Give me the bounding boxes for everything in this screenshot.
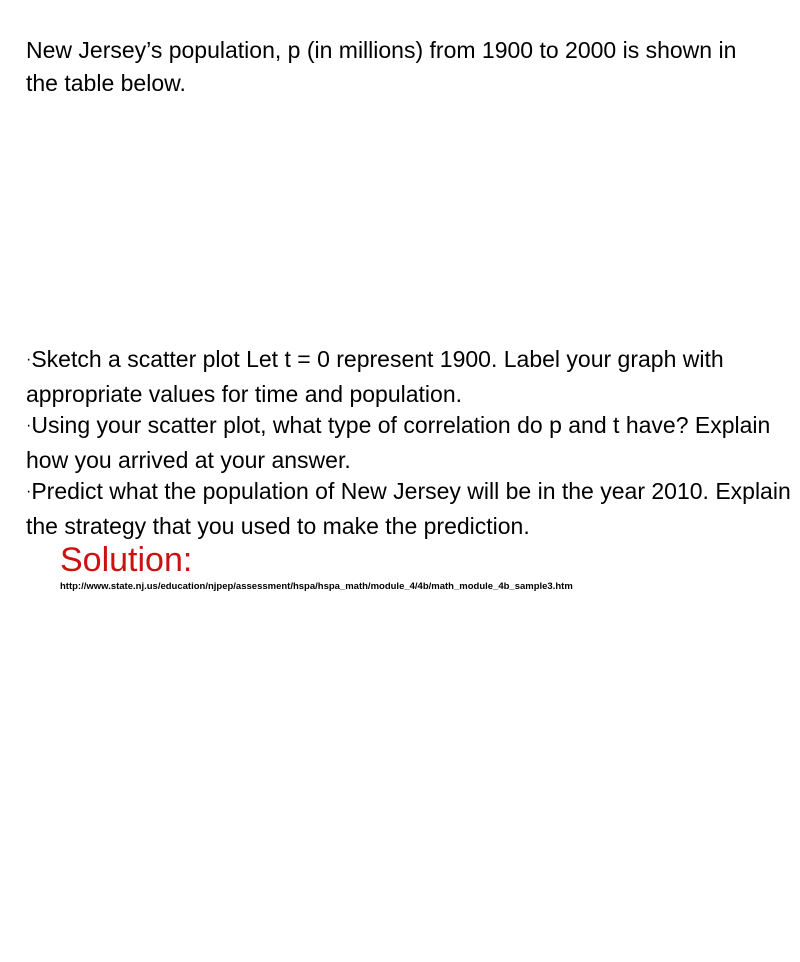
bullet-marker: ·: [26, 417, 32, 434]
question-text: Sketch a scatter plot Let t = 0 represent 1900. Label your graph with appropriate values for time and population.: [26, 346, 724, 407]
solution-heading: Solution:: [60, 541, 193, 579]
solution-source-link[interactable]: http://www.state.nj.us/education/njpep/assessment/hspa/hspa_math/module_4/4b/math_module_4b_sample3.htm: [60, 581, 573, 592]
question-list: [26, 344, 796, 542]
question-item: [26, 410, 796, 476]
bullet-marker: ·: [26, 483, 32, 500]
problem-intro: New Jersey’s population, p (in millions) from 1900 to 2000 is shown in the table below.: [26, 37, 737, 96]
bullet-marker: ·: [26, 351, 32, 368]
question-item: [26, 344, 796, 410]
question-text: Predict what the population of New Jersey will be in the year 2010. Explain the strategy that you used to make the prediction.: [26, 478, 791, 539]
question-text: Using your scatter plot, what type of correlation do p and t have? Explain how you arrived at your answer.: [26, 412, 771, 473]
question-item: [26, 476, 796, 542]
